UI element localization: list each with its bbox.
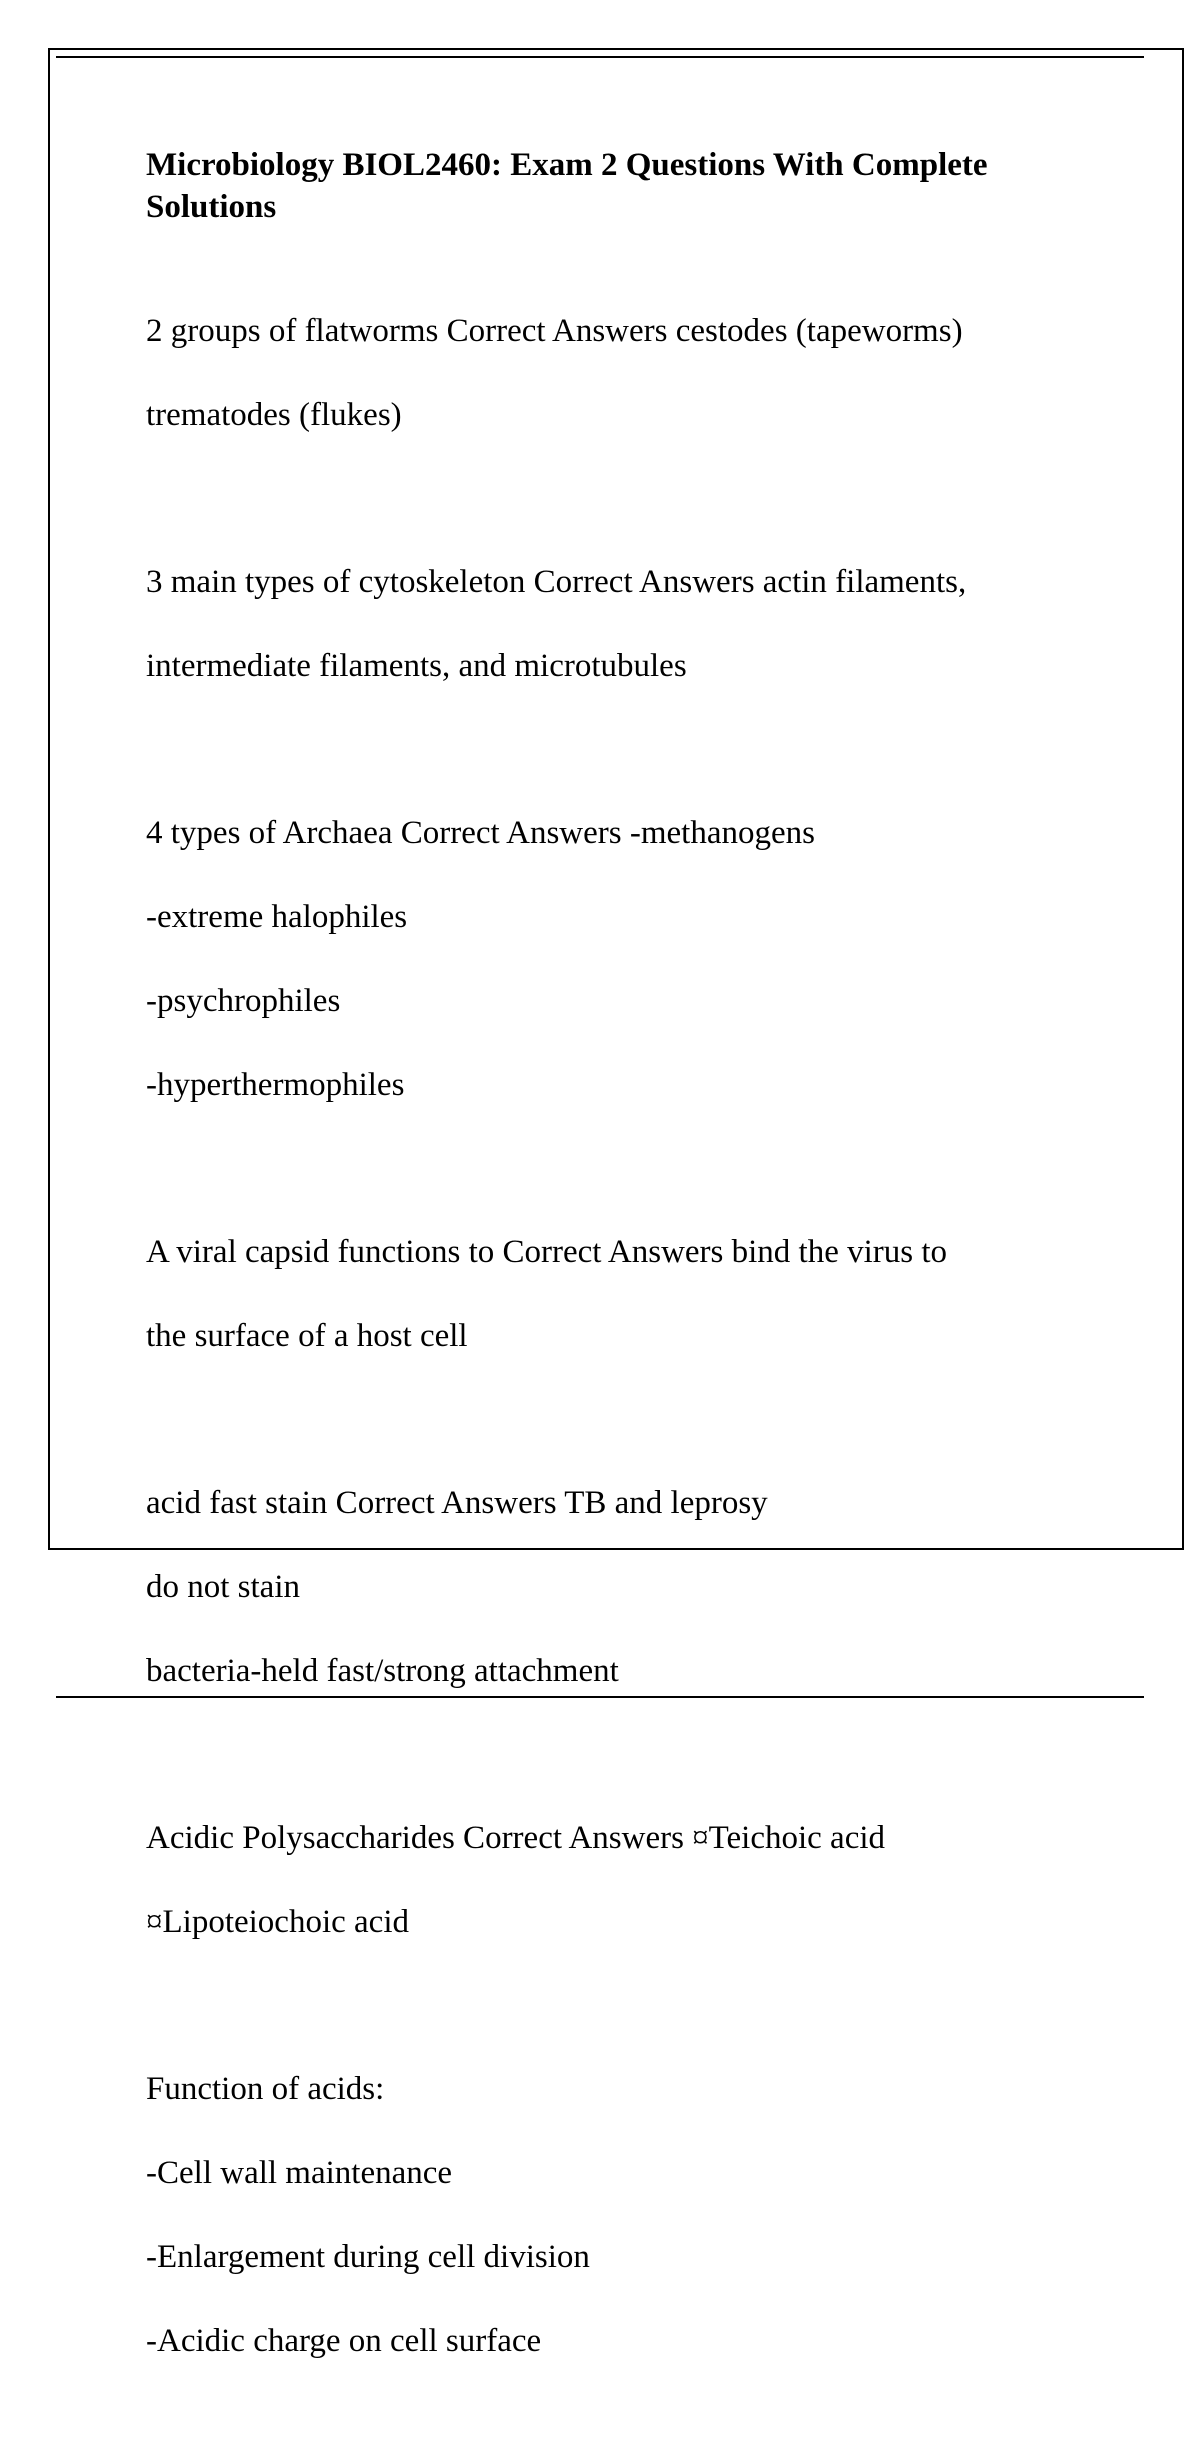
qa-entry-viral-capsid <box>146 1189 1096 1399</box>
qa-line: -Acidic charge on cell surface <box>146 2323 542 2359</box>
qa-line: intermediate filaments, and microtubules <box>146 648 687 684</box>
qa-entry-acidic-polysaccharides <box>146 1775 1096 1985</box>
qa-line: -hyperthermophiles <box>146 1067 405 1103</box>
qa-line: -extreme halophiles <box>146 899 408 935</box>
qa-entry-function-of-acids <box>146 2026 1096 2404</box>
qa-entry-archaea <box>146 770 1096 1148</box>
qa-line: the surface of a host cell <box>146 1318 468 1354</box>
qa-line: 3 main types of cytoskeleton Correct Answers actin filaments, <box>146 564 967 600</box>
qa-line: -psychrophiles <box>146 983 341 1019</box>
qa-line: A viral capsid functions to Correct Answers bind the virus to <box>146 1234 948 1270</box>
qa-entry-cytoskeleton <box>146 519 1096 729</box>
document-title: Microbiology BIOL2460: Exam 2 Questions With Complete Solutions <box>146 147 988 225</box>
qa-line: -Enlargement during cell division <box>146 2239 590 2275</box>
qa-line: Acidic Polysaccharides Correct Answers ¤Teichoic acid <box>146 1820 886 1856</box>
qa-line: 2 groups of flatworms Correct Answers cestodes (tapeworms) <box>146 313 963 349</box>
qa-line: bacteria-held fast/strong attachment <box>146 1653 619 1689</box>
qa-entry-acid-fast-stain <box>146 1440 1096 1734</box>
qa-line: do not stain <box>146 1569 300 1605</box>
qa-line: 4 types of Archaea Correct Answers -methanogens <box>146 815 815 851</box>
qa-line: acid fast stain Correct Answers TB and leprosy <box>146 1485 768 1521</box>
qa-line: ¤Lipoteiochoic acid <box>146 1904 409 1940</box>
document-body <box>146 144 1096 2445</box>
qa-line: trematodes (flukes) <box>146 397 402 433</box>
qa-line: -Cell wall maintenance <box>146 2155 453 2191</box>
qa-line: Function of acids: <box>146 2071 385 2107</box>
qa-entry-flatworms <box>146 268 1096 478</box>
top-rule <box>56 56 1144 58</box>
